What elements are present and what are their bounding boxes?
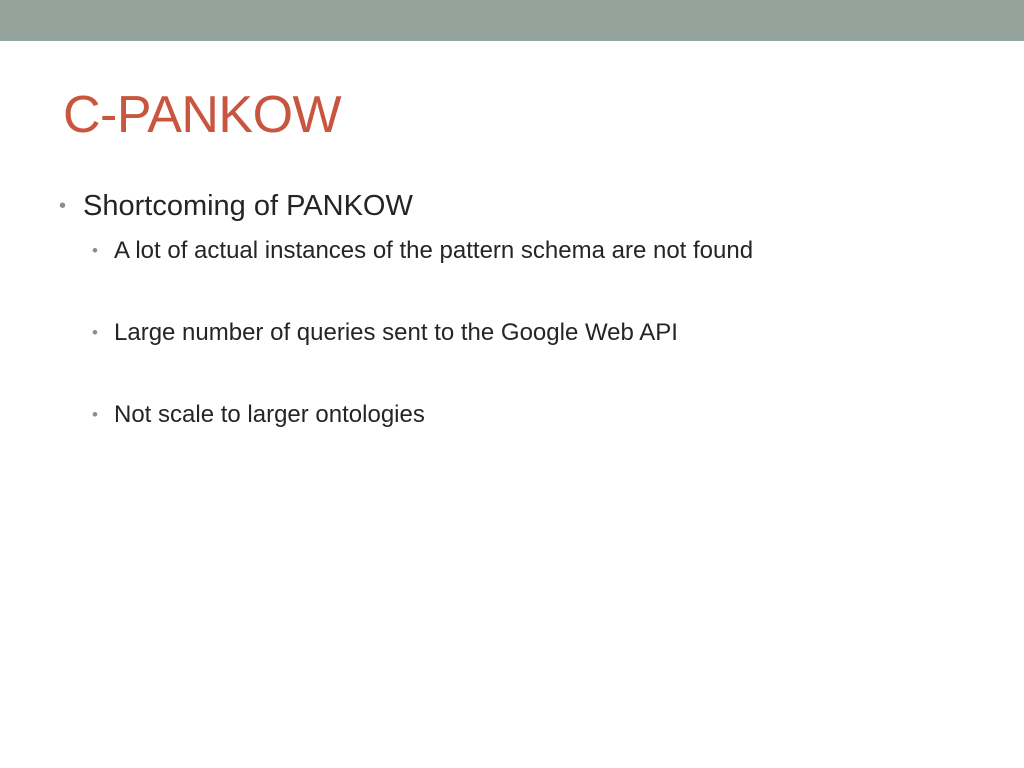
sub-bullet-text: Large number of queries sent to the Google Web API <box>114 319 678 346</box>
bullet-dot-icon: • <box>92 323 98 342</box>
sub-bullet-instances-not-found <box>92 236 754 266</box>
sub-bullet-text: A lot of actual instances of the pattern schema are not found <box>114 237 754 264</box>
bullet-dot-icon: • <box>92 405 98 424</box>
sub-bullet-scale <box>92 400 425 430</box>
slide-title: C-PANKOW <box>63 86 342 144</box>
bullet-dot-icon: • <box>59 195 67 217</box>
sub-bullet-queries <box>92 318 678 348</box>
bullet-shortcoming <box>59 187 413 225</box>
bullet-text: Shortcoming of PANKOW <box>83 190 413 222</box>
sub-bullet-text: Not scale to larger ontologies <box>114 401 425 428</box>
bullet-dot-icon: • <box>92 241 98 260</box>
